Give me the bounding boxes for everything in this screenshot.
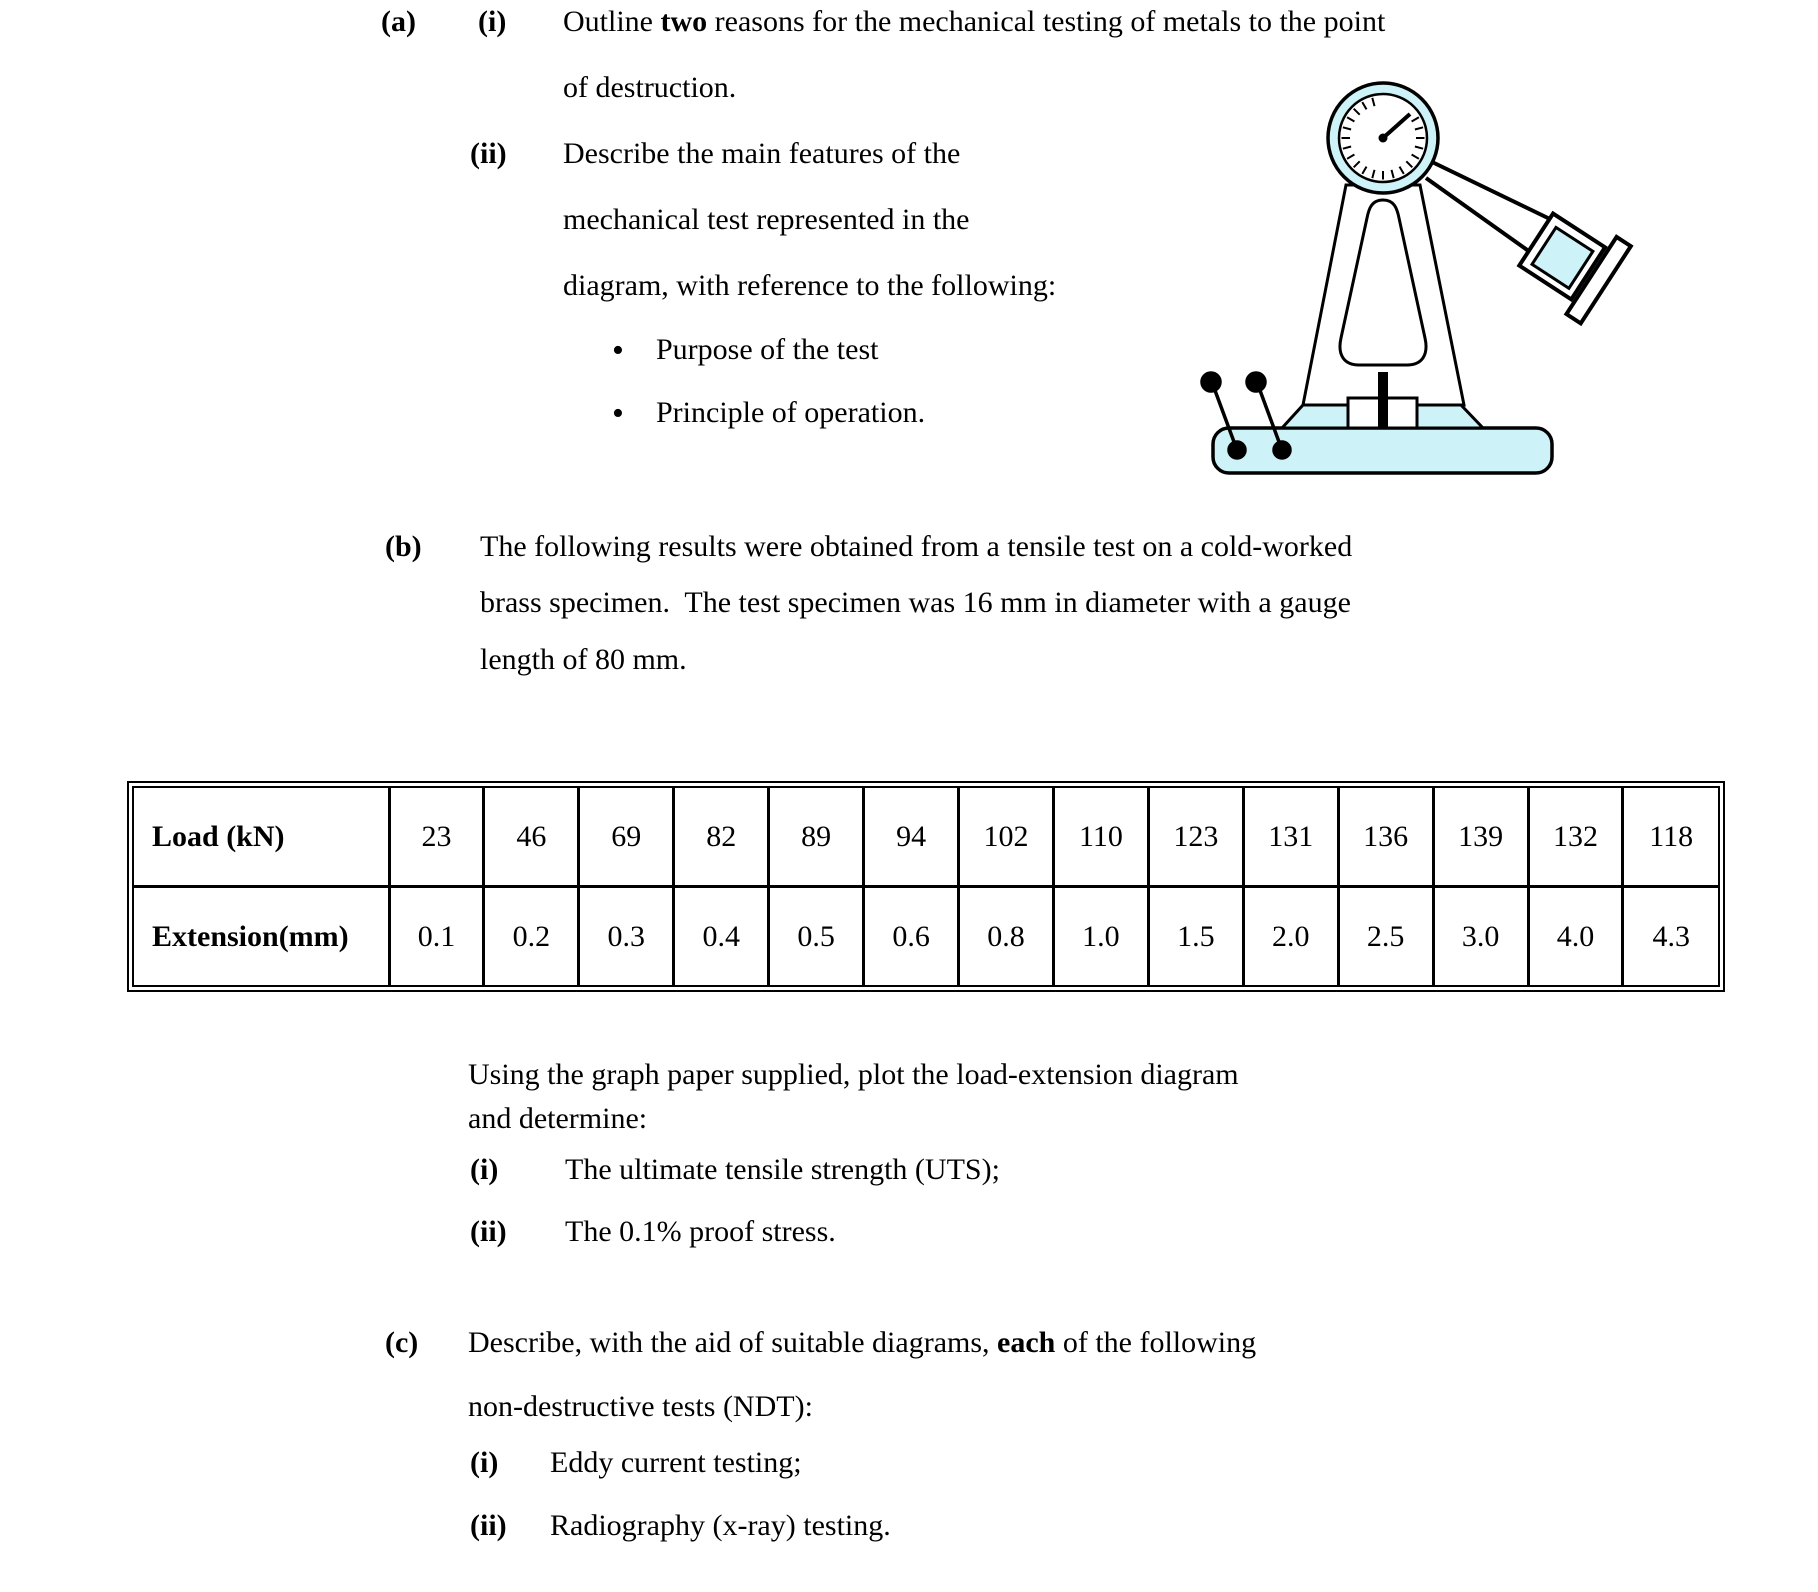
section-c-item-i-text: Eddy current testing; — [550, 1446, 802, 1479]
table-cell: 4.3 — [1623, 887, 1718, 986]
table-cell: 0.3 — [579, 887, 674, 986]
table-cell: 131 — [1243, 788, 1338, 887]
table-cell: 110 — [1053, 788, 1148, 887]
instructions-line2: and determine: — [468, 1102, 648, 1135]
table-cell: 102 — [959, 788, 1054, 887]
table-cell: 0.2 — [484, 887, 579, 986]
table-cell: 69 — [579, 788, 674, 887]
row-header-extension: Extension(mm) — [134, 887, 389, 986]
instruction-i-label: (i) — [470, 1153, 499, 1186]
c-line1-bold: each — [997, 1326, 1056, 1359]
section-c-line2: non-destructive tests (NDT): — [468, 1390, 813, 1423]
test-specimen — [1378, 372, 1388, 428]
table-cell: 118 — [1623, 788, 1718, 887]
row-header-load: Load (kN) — [134, 788, 389, 887]
section-a-item-ii-line3: diagram, with reference to the following: — [563, 269, 1057, 302]
table-row-load — [134, 788, 1718, 887]
section-a-item-i-label: (i) — [478, 5, 507, 38]
a-i-line1-pre: Outline — [563, 5, 661, 38]
a-i-line1-bold: two — [660, 5, 708, 38]
dial-gauge-icon — [1328, 83, 1438, 193]
table-cell: 94 — [864, 788, 959, 887]
section-a-item-ii-line2: mechanical test represented in the — [563, 203, 970, 236]
table-cell: 82 — [674, 788, 769, 887]
table-row-extension — [134, 887, 1718, 986]
results-table — [127, 781, 1725, 992]
c-line1-pre: Describe, with the aid of suitable diagrams, — [468, 1326, 998, 1359]
impact-testing-machine-diagram — [1040, 50, 1740, 492]
table-cell: 3.0 — [1433, 887, 1528, 986]
pendulum-hammer — [1511, 201, 1631, 323]
table-cell: 132 — [1528, 788, 1623, 887]
c-line1-post: of the following — [1055, 1326, 1257, 1359]
machine-base — [1213, 428, 1552, 473]
table-cell: 0.4 — [674, 887, 769, 986]
section-a-item-i-line2: of destruction. — [563, 71, 737, 104]
table-cell: 1.5 — [1148, 887, 1243, 986]
section-c-label: (c) — [385, 1326, 419, 1359]
table-cell: 4.0 — [1528, 887, 1623, 986]
table-cell: 0.8 — [959, 887, 1054, 986]
section-a-item-ii-label: (ii) — [470, 137, 507, 170]
section-c-item-i-label: (i) — [470, 1446, 499, 1479]
bullet-principle: • Principle of operation. — [612, 396, 925, 431]
instruction-ii-text: The 0.1% proof stress. — [565, 1215, 836, 1248]
section-c-line1 — [468, 1326, 1256, 1361]
instruction-i-text: The ultimate tensile strength (UTS); — [565, 1153, 1000, 1186]
table-cell: 2.5 — [1338, 887, 1433, 986]
table-cell: 139 — [1433, 788, 1528, 887]
section-c-item-ii-label: (ii) — [470, 1509, 507, 1542]
table-cell: 123 — [1148, 788, 1243, 887]
instruction-ii-label: (ii) — [470, 1215, 507, 1248]
section-b-line3: length of 80 mm. — [480, 643, 687, 676]
table-cell: 89 — [769, 788, 864, 887]
table-cell: 1.0 — [1053, 887, 1148, 986]
section-c-item-ii-text: Radiography (x-ray) testing. — [550, 1509, 891, 1542]
table-cell: 2.0 — [1243, 887, 1338, 986]
table-cell: 136 — [1338, 788, 1433, 887]
section-a-label: (a) — [381, 5, 416, 38]
table-cell: 46 — [484, 788, 579, 887]
a-i-line1-post: reasons for the mechanical testing of metals to the point — [707, 5, 1386, 38]
table-cell: 0.5 — [769, 887, 864, 986]
section-a-item-i-line1 — [563, 5, 1385, 40]
dial-needle-hub — [1379, 134, 1388, 143]
section-b-label: (b) — [385, 530, 422, 563]
section-a-item-ii-line1: Describe the main features of the — [563, 137, 961, 170]
section-b-line2: brass specimen. The test specimen was 16 mm in diameter with a gauge — [480, 586, 1351, 619]
instructions-line1: Using the graph paper supplied, plot the load-extension diagram — [468, 1058, 1239, 1091]
table-cell: 0.1 — [389, 887, 484, 986]
table-cell: 0.6 — [864, 887, 959, 986]
table-cell: 23 — [389, 788, 484, 887]
section-b-line1: The following results were obtained from a tensile test on a cold-worked — [480, 530, 1353, 563]
bullet-purpose: • Purpose of the test — [612, 333, 878, 368]
